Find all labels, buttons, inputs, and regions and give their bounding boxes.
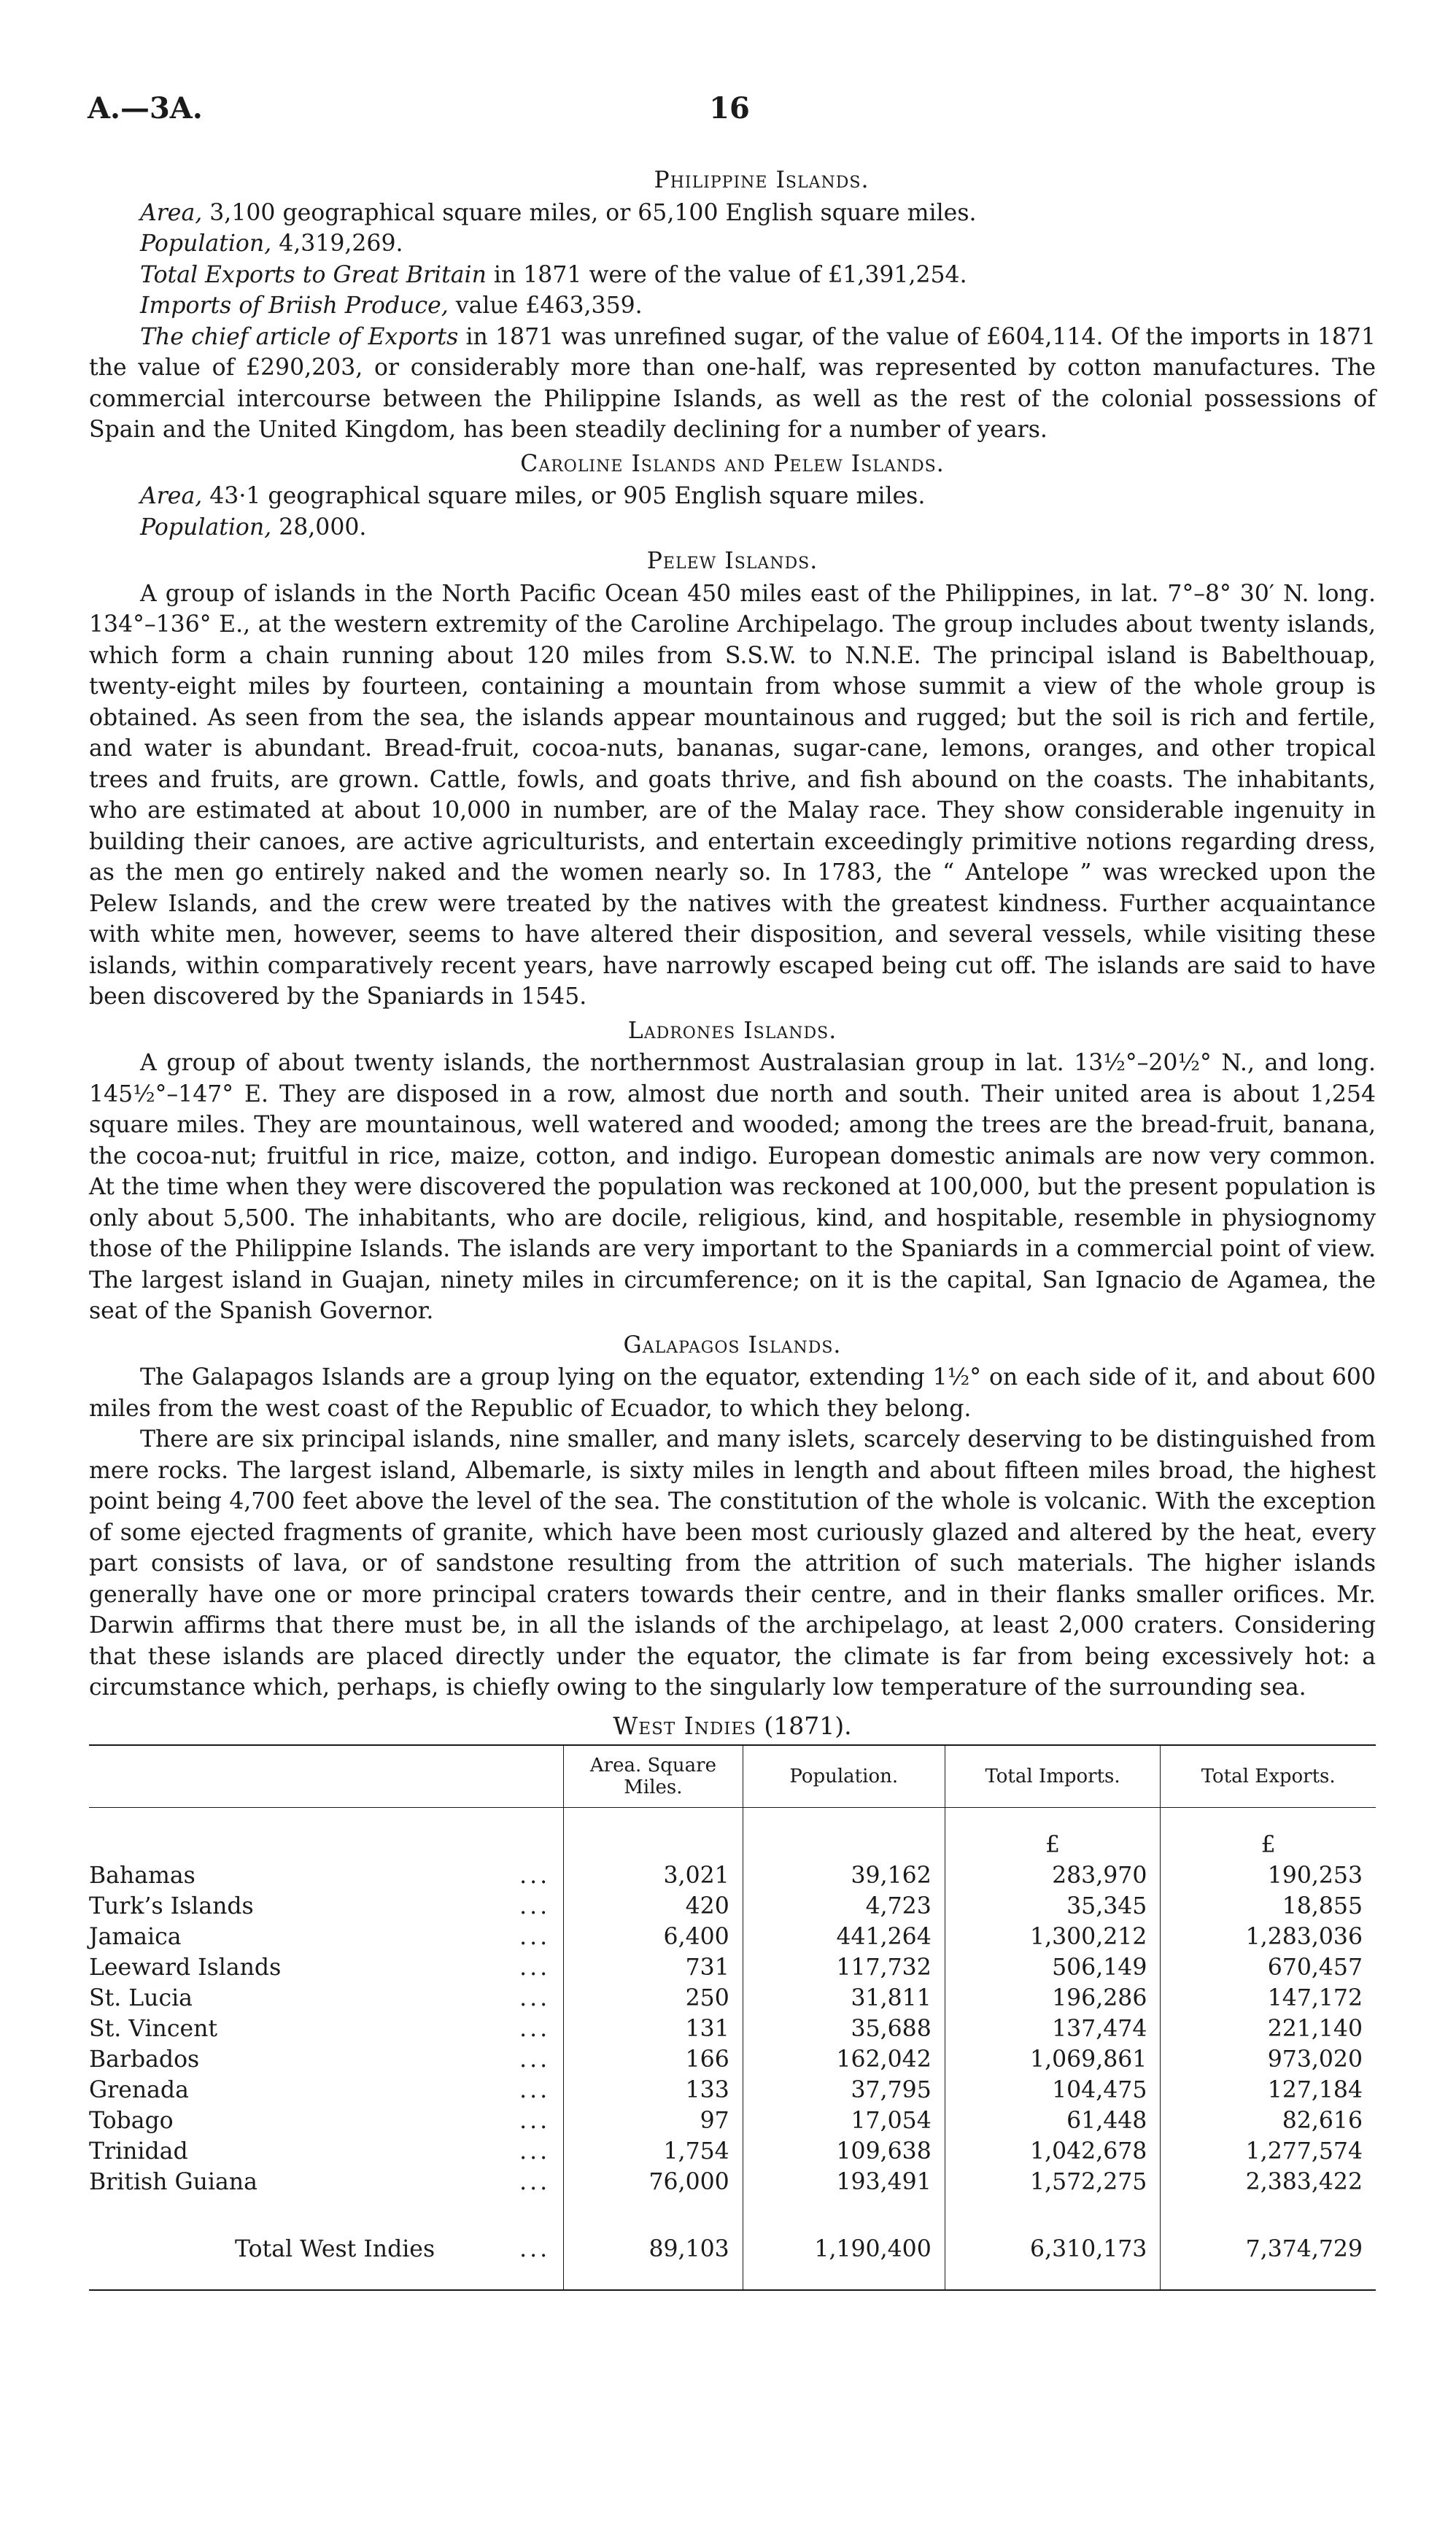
cell-area: 1,754 — [564, 2136, 743, 2167]
area-line — [140, 198, 1376, 229]
table-row — [89, 1891, 1376, 1922]
cell-imports: 35,345 — [945, 1891, 1161, 1922]
leader-dots: ... — [519, 1863, 551, 1889]
running-head — [88, 91, 1371, 135]
row-name-cell — [89, 1952, 564, 1983]
section-heading: Pelew Islands. — [646, 548, 818, 574]
area-label: Area, — [140, 483, 203, 509]
ladrones-paragraph: A group of about twenty islands, the northernmost Australasian group in lat. 13½°–20½° N., and long. 145½°–147° E. They are disposed in a row, almost due north and south. Their united area is about 1,254 square miles. They are mountainous, well watered and wooded; among the trees are the bread-fruit, banana, the cocoa-nut; fruitful in rice, maize, cotton, and indigo. European domestic animals are now very common. At the time when they were discovered the population was reckoned at 100,000, but the present population is only about 5,500. The inhabitants, who are docile, religious, kind, and hospitable, resemble in physiognomy those of the Philippine Islands. The islands are very important to the Spaniards in a commercial point of view. The largest island in Guajan, ninety miles in circumference; on it is the capital, San Ignacio de Agamea, the seat of the Spanish Governor. — [89, 1050, 1376, 1324]
cell-imports: 196,286 — [945, 1983, 1161, 2014]
row-name: Jamaica — [89, 1924, 182, 1950]
imports-line — [140, 290, 1376, 322]
cell-imports: 1,069,861 — [945, 2044, 1161, 2075]
row-name: Barbados — [89, 2046, 200, 2073]
population-text: 4,319,269. — [279, 231, 403, 257]
cell-exports: 82,616 — [1161, 2106, 1376, 2136]
cell-imports: 1,300,212 — [945, 1922, 1161, 1952]
cell-area: 3,021 — [564, 1860, 743, 1891]
table-row — [89, 2075, 1376, 2106]
cell-area: 97 — [564, 2106, 743, 2136]
cell-area: 250 — [564, 1983, 743, 2014]
section-heading: Ladrones Islands. — [627, 1017, 837, 1044]
row-name-cell — [89, 2136, 564, 2167]
row-name: Grenada — [89, 2077, 189, 2103]
cell-area: 420 — [564, 1891, 743, 1922]
population-label: Population, — [140, 231, 272, 257]
west-indies-section — [89, 1711, 1376, 2292]
exports-text: in 1871 were of the value of £1,391,254. — [493, 261, 967, 288]
cell-exports: 190,253 — [1161, 1860, 1376, 1891]
total-label: Total West Indies — [235, 2236, 435, 2262]
philippine-islands-section — [89, 165, 1376, 446]
table-row — [89, 2136, 1376, 2167]
cell-exports: 1,277,574 — [1161, 2136, 1376, 2167]
table-header-row — [89, 1745, 1376, 1808]
total-imports: 6,310,173 — [945, 2197, 1161, 2290]
row-name: Bahamas — [89, 1863, 195, 1889]
total-area: 89,103 — [564, 2197, 743, 2290]
leader-dots: ... — [519, 1954, 551, 1981]
cell-exports: 973,020 — [1161, 2044, 1376, 2075]
leader-dots: ... — [519, 1893, 551, 1919]
cell-imports: 137,474 — [945, 2014, 1161, 2044]
row-name-cell — [89, 1922, 564, 1952]
cell-population: 162,042 — [743, 2044, 945, 2075]
cell-area: 6,400 — [564, 1922, 743, 1952]
total-exports: 7,374,729 — [1161, 2197, 1376, 2290]
cell-area: 731 — [564, 1952, 743, 1983]
row-name: Leeward Islands — [89, 1954, 282, 1981]
table-row — [89, 1922, 1376, 1952]
cell-imports: 506,149 — [945, 1952, 1161, 1983]
row-name: Trinidad — [89, 2138, 188, 2165]
leader-dots: ... — [519, 2016, 551, 2042]
currency-exports: £ — [1161, 1808, 1376, 1861]
section-heading: Philippine Islands. — [654, 167, 870, 193]
cell-exports: 1,283,036 — [1161, 1922, 1376, 1952]
population-text: 28,000. — [279, 514, 367, 541]
document-reference: A.—3A. — [88, 91, 203, 125]
table-title-text: West Indies — [613, 1711, 756, 1740]
row-name: St. Vincent — [89, 2016, 218, 2042]
galapagos-paragraph-1: The Galapagos Islands are a group lying on the equator, extending 1½° on each side of it, and about 600 miles from the west coast of the Republic of Ecuador, to which they belong. — [89, 1364, 1376, 1422]
total-row — [89, 2197, 1376, 2290]
pelew-islands-section — [89, 546, 1376, 1013]
total-name-cell — [89, 2197, 564, 2290]
cell-population: 117,732 — [743, 1952, 945, 1983]
cell-population: 17,054 — [743, 2106, 945, 2136]
section-heading: Caroline Islands and Pelew Islands. — [520, 450, 945, 477]
row-name: British Guiana — [89, 2169, 257, 2195]
cell-area: 133 — [564, 2075, 743, 2106]
chief-exports-label: The chief article of Exports — [140, 323, 459, 350]
header-blank — [89, 1745, 564, 1808]
exports-line — [140, 260, 1376, 291]
cell-exports: 670,457 — [1161, 1952, 1376, 1983]
cell-imports: 283,970 — [945, 1860, 1161, 1891]
cell-population: 35,688 — [743, 2014, 945, 2044]
chief-exports-paragraph — [89, 322, 1376, 446]
table-title — [89, 1711, 1376, 1742]
row-name-cell — [89, 2044, 564, 2075]
cell-area: 166 — [564, 2044, 743, 2075]
cell-population: 109,638 — [743, 2136, 945, 2167]
area-label: Area, — [140, 199, 203, 226]
cell-area: 76,000 — [564, 2167, 743, 2197]
area-text: 43·1 geographical square miles, or 905 English square miles. — [209, 483, 926, 509]
cell-exports: 127,184 — [1161, 2075, 1376, 2106]
row-name-cell — [89, 1891, 564, 1922]
leader-dots: ... — [519, 2108, 551, 2134]
caroline-islands-section — [89, 449, 1376, 544]
table-title-year: (1871). — [764, 1711, 852, 1740]
leader-dots: ... — [519, 2169, 551, 2195]
pelew-paragraph: A group of islands in the North Pacific Ocean 450 miles east of the Philippines, in lat. 7°–8° 30′ N. long. 134°–136° E., at the western extremity of the Caroline Archipelago. The group includes about twenty islands, which form a chain running about 120 miles from S.S.W. to N.N.E. The principal island is Babelthouap, twenty-eight miles by fourteen, containing a mountain from whose summit a view of the whole group is obtained. As seen from the sea, the islands appear mountainous and rugged; but the soil is rich and fertile, and water is abundant. Bread-fruit, cocoa-nuts, bananas, sugar-cane, lemons, oranges, and other tropical trees and fruits, are grown. Cattle, fowls, and goats thrive, and fish abound on the coasts. The inhabitants, who are estimated at about 10,000 in number, are of the Malay race. They show considerable ingenuity in building their canoes, are active agriculturists, and entertain exceedingly primitive notions regarding dress, as the men go entirely naked and the women nearly so. In 1783, the “ Antelope ” was wrecked upon the Pelew Islands, and the crew were treated by the natives with the greatest kindness. Further acquaintance with white men, however, seems to have altered their disposition, and several vessels, while visiting these islands, within comparatively recent years, have narrowly escaped being cut off. The islands are said to have been discovered by the Spaniards in 1545. — [89, 580, 1376, 1010]
section-heading: Galapagos Islands. — [623, 1331, 842, 1358]
header-imports: Total Imports. — [945, 1745, 1161, 1808]
header-area: Area. Square Miles. — [564, 1745, 743, 1808]
currency-imports: £ — [945, 1808, 1161, 1861]
table-row — [89, 2014, 1376, 2044]
page-number: 16 — [709, 91, 750, 125]
row-name: St. Lucia — [89, 1985, 193, 2011]
cell-imports: 61,448 — [945, 2106, 1161, 2136]
page-body — [89, 162, 1376, 2291]
table-body — [89, 1808, 1376, 2291]
west-indies-table — [89, 1744, 1376, 2291]
leader-dots: ... — [519, 2236, 551, 2262]
imports-label: Imports of Briish Produce, — [140, 293, 449, 319]
cell-population: 193,491 — [743, 2167, 945, 2197]
cell-imports: 104,475 — [945, 2075, 1161, 2106]
row-name-cell — [89, 2167, 564, 2197]
row-name-cell — [89, 1983, 564, 2014]
leader-dots: ... — [519, 1924, 551, 1950]
table-row — [89, 2167, 1376, 2197]
cell-population: 31,811 — [743, 1983, 945, 2014]
row-name-cell — [89, 2075, 564, 2106]
exports-label: Total Exports to Great Britain — [140, 261, 487, 288]
area-line — [140, 481, 1376, 512]
cell-population: 37,795 — [743, 2075, 945, 2106]
cell-exports: 221,140 — [1161, 2014, 1376, 2044]
cell-area: 131 — [564, 2014, 743, 2044]
total-population: 1,190,400 — [743, 2197, 945, 2290]
row-name-cell — [89, 2106, 564, 2136]
galapagos-islands-section — [89, 1330, 1376, 1704]
leader-dots: ... — [519, 2046, 551, 2073]
table-row — [89, 1952, 1376, 1983]
imports-text: value £463,359. — [455, 293, 643, 319]
currency-row — [89, 1808, 1376, 1861]
cell-population: 441,264 — [743, 1922, 945, 1952]
ladrones-islands-section — [89, 1016, 1376, 1327]
cell-exports: 147,172 — [1161, 1983, 1376, 2014]
cell-exports: 18,855 — [1161, 1891, 1376, 1922]
table-row — [89, 2044, 1376, 2075]
population-label: Population, — [140, 514, 272, 541]
header-exports: Total Exports. — [1161, 1745, 1376, 1808]
leader-dots: ... — [519, 2077, 551, 2103]
population-line — [140, 228, 1376, 260]
leader-dots: ... — [519, 2138, 551, 2165]
cell-exports: 2,383,422 — [1161, 2167, 1376, 2197]
table-row — [89, 2106, 1376, 2136]
chief-exports-text: in 1871 was unrefined sugar, of the value of £604,114. Of the imports in 1871 the value of £290,203, or considerably more than one-half, was represented by cotton manufactures. The commercial intercourse between the Philippine Islands, as well as the rest of the colonial possessions of Spain and the United Kingdom, has been steadily declining for a number of years. — [89, 323, 1376, 443]
header-population: Population. — [743, 1745, 945, 1808]
cell-population: 4,723 — [743, 1891, 945, 1922]
table-row — [89, 1860, 1376, 1891]
row-name-cell — [89, 1860, 564, 1891]
area-text: 3,100 geographical square miles, or 65,100 English square miles. — [209, 199, 977, 226]
row-name-cell — [89, 2014, 564, 2044]
cell-imports: 1,042,678 — [945, 2136, 1161, 2167]
row-name: Turk’s Islands — [89, 1893, 254, 1919]
row-name: Tobago — [89, 2108, 174, 2134]
cell-population: 39,162 — [743, 1860, 945, 1891]
cell-imports: 1,572,275 — [945, 2167, 1161, 2197]
leader-dots: ... — [519, 1985, 551, 2011]
galapagos-paragraph-2: There are six principal islands, nine smaller, and many islets, scarcely deserving to be distinguished from mere rocks. The largest island, Albemarle, is sixty miles in length and about fifteen miles broad, the highest point being 4,700 feet above the level of the sea. The constitution of the whole is volcanic. With the exception of some ejected fragments of granite, which have been most curiously glazed and altered by the heat, every part consists of lava, or of sandstone resulting from the attrition of such materials. The higher islands generally have one or more principal craters towards their centre, and in their flanks smaller orifices. Mr. Darwin affirms that there must be, in all the islands of the archipelago, at least 2,000 craters. Considering that these islands are placed directly under the equator, the climate is far from being excessively hot: a circumstance which, perhaps, is chiefly owing to the singularly low temperature of the surrounding sea. — [89, 1426, 1376, 1701]
population-line — [140, 512, 1376, 544]
table-row — [89, 1983, 1376, 2014]
